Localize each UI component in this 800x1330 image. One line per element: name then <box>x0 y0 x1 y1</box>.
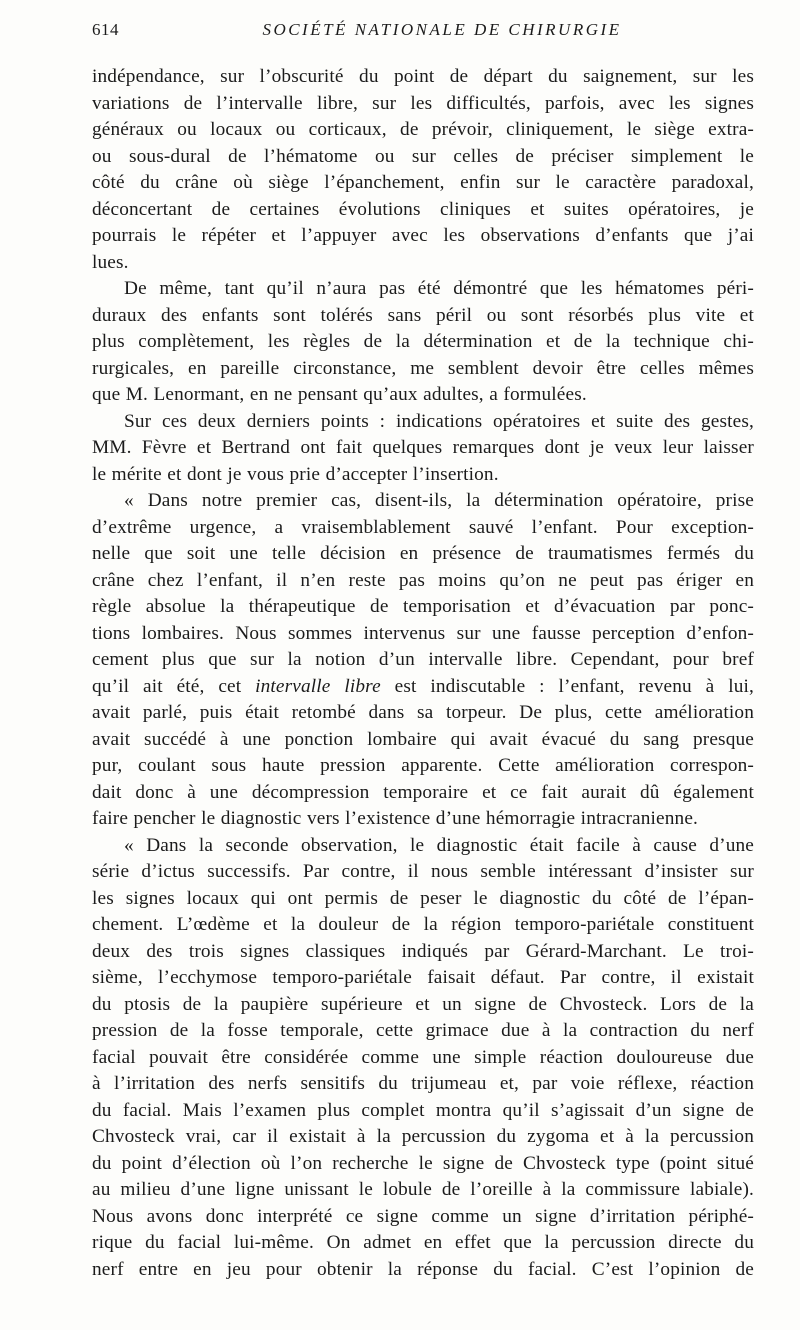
text-line: d’extrême urgence, a vraisemblablement sauvé l’enfant. Pour exception- <box>92 516 754 538</box>
text-line: rurgicales, en pareille circonstance, me semblent devoir être celles mêmes <box>92 357 754 379</box>
text-line: facial pouvait être considérée comme une simple réaction douloureuse due <box>92 1046 754 1068</box>
text-line: lues. <box>92 251 129 273</box>
text-line: déconcertant de certaines évolutions cliniques et suites opératoires, je <box>92 198 754 220</box>
paragraph <box>92 409 754 489</box>
text-line: à l’irritation des nerfs sensitifs du trijumeau et, par voie réflexe, réaction <box>92 1073 754 1094</box>
text-line: variations de l’intervalle libre, sur les difficultés, parfois, avec les signes <box>92 92 754 114</box>
text-line: Nous avons donc interprété ce signe comme un signe d’irritation périphé- <box>92 1205 754 1227</box>
text-line: crâne chez l’enfant, il n’en reste pas moins qu’on ne peut pas ériger en <box>92 569 754 591</box>
running-head: SOCIÉTÉ NATIONALE DE CHIRURGIE <box>262 20 622 39</box>
text-line: règle absolue la thérapeutique de temporisation et d’évacuation par ponc- <box>92 596 754 617</box>
text-line: au milieu d’une ligne unissant le lobule de l’oreille à la commissure labiale). <box>92 1179 754 1200</box>
text-segment: qu’il ait été, cet <box>92 675 256 697</box>
text-line: pourrais le répéter et l’appuyer avec les observations d’enfants que j’ai <box>92 225 754 246</box>
text-line: rique du facial lui-même. On admet en effet que la percussion directe du <box>92 1232 754 1253</box>
text-line: « Dans notre premier cas, disent-ils, la détermination opératoire, prise <box>124 490 754 511</box>
text-line: MM. Fèvre et Bertrand ont fait quelques remarques dont je veux leur laisser <box>92 437 754 458</box>
text-line: faire pencher le diagnostic vers l’existence d’une hémorragie intracranienne. <box>92 808 699 829</box>
text-line: nerf entre en jeu pour obtenir la réponse du facial. C’est l’opinion de <box>92 1258 754 1280</box>
text-line: sième, l’ecchymose temporo-pariétale faisait défaut. Par contre, il existait <box>92 967 754 988</box>
text-line: « Dans la seconde observation, le diagnostic était facile à cause d’une <box>124 834 754 856</box>
text-line: Chvosteck vrai, car il existait à la percussion du zygoma et à la percussion <box>92 1126 754 1147</box>
text-line: pur, coulant sous haute pression apparente. Cette amélioration correspon- <box>92 755 754 776</box>
text-line-with-italic <box>92 674 754 701</box>
text-line: plus complètement, les règles de la détermination et de la technique chi- <box>92 331 754 352</box>
text-line: chement. L’œdème et la douleur de la région temporo-pariétale constituent <box>92 914 754 935</box>
text-line: nelle que soit une telle décision en présence de traumatismes fermés du <box>92 543 754 564</box>
page-number: 614 <box>92 20 119 39</box>
text-line: deux des trois signes classiques indiqués par Gérard-Marchant. Le troi- <box>92 940 754 962</box>
text-line: côté du crâne où siège l’épanchement, enfin sur le caractère paradoxal, <box>92 172 754 193</box>
text-line: pression de la fosse temporale, cette grimace due à la contraction du nerf <box>92 1020 754 1041</box>
text-line: cement plus que sur la notion d’un intervalle libre. Cependant, pour bref <box>92 649 754 670</box>
paragraph <box>92 276 754 409</box>
text-line: que M. Lenormant, en ne pensant qu’aux adultes, a formulées. <box>92 384 587 405</box>
paragraph <box>92 64 754 276</box>
text-line: les signes locaux qui ont permis de peser le diagnostic du côté de l’épan- <box>92 887 754 909</box>
text-line: généraux ou locaux ou corticaux, de prévoir, cliniquement, le siège extra- <box>92 119 754 140</box>
italic-phrase: intervalle libre <box>255 675 381 697</box>
text-line: le mérite et dont je vous prie d’accepter l’insertion. <box>92 463 499 485</box>
text-line: De même, tant qu’il n’aura pas été démontré que les hématomes péri- <box>124 278 754 299</box>
text-line: du point d’élection où l’on recherche le signe de Chvosteck type (point situé <box>92 1152 754 1174</box>
paragraph <box>92 488 754 833</box>
text-segment: est indiscutable : l’enfant, revenu à lui, <box>380 675 754 697</box>
text-line: dait donc à une décompression temporaire et ce fait aurait dû également <box>92 781 754 803</box>
text-line: avait parlé, puis était retombé dans sa torpeur. De plus, cette amélioration <box>92 702 754 723</box>
text-line: du facial. Mais l’examen plus complet montra qu’il s’agissait d’un signe de <box>92 1099 754 1121</box>
page-header <box>92 20 752 48</box>
text-line: duraux des enfants sont tolérés sans péril ou sont résorbés plus vite et <box>92 304 754 326</box>
text-line: indépendance, sur l’obscurité du point de départ du saignement, sur les <box>92 66 754 87</box>
text-line: avait succédé à une ponction lombaire qui avait évacué du sang presque <box>92 728 754 750</box>
text-line: ou sous-dural de l’hématome ou sur celles de préciser simplement le <box>92 145 754 167</box>
text-line: Sur ces deux derniers points : indications opératoires et suite des gestes, <box>124 410 754 432</box>
paragraph <box>92 833 754 1284</box>
text-line: tions lombaires. Nous sommes intervenus sur une fausse perception d’enfon- <box>92 622 754 644</box>
text-line: série d’ictus successifs. Par contre, il nous semble intéressant d’insister sur <box>92 861 754 882</box>
text-line: du ptosis de la paupière supérieure et un signe de Chvosteck. Lors de la <box>92 993 754 1015</box>
body-text <box>92 64 754 1283</box>
